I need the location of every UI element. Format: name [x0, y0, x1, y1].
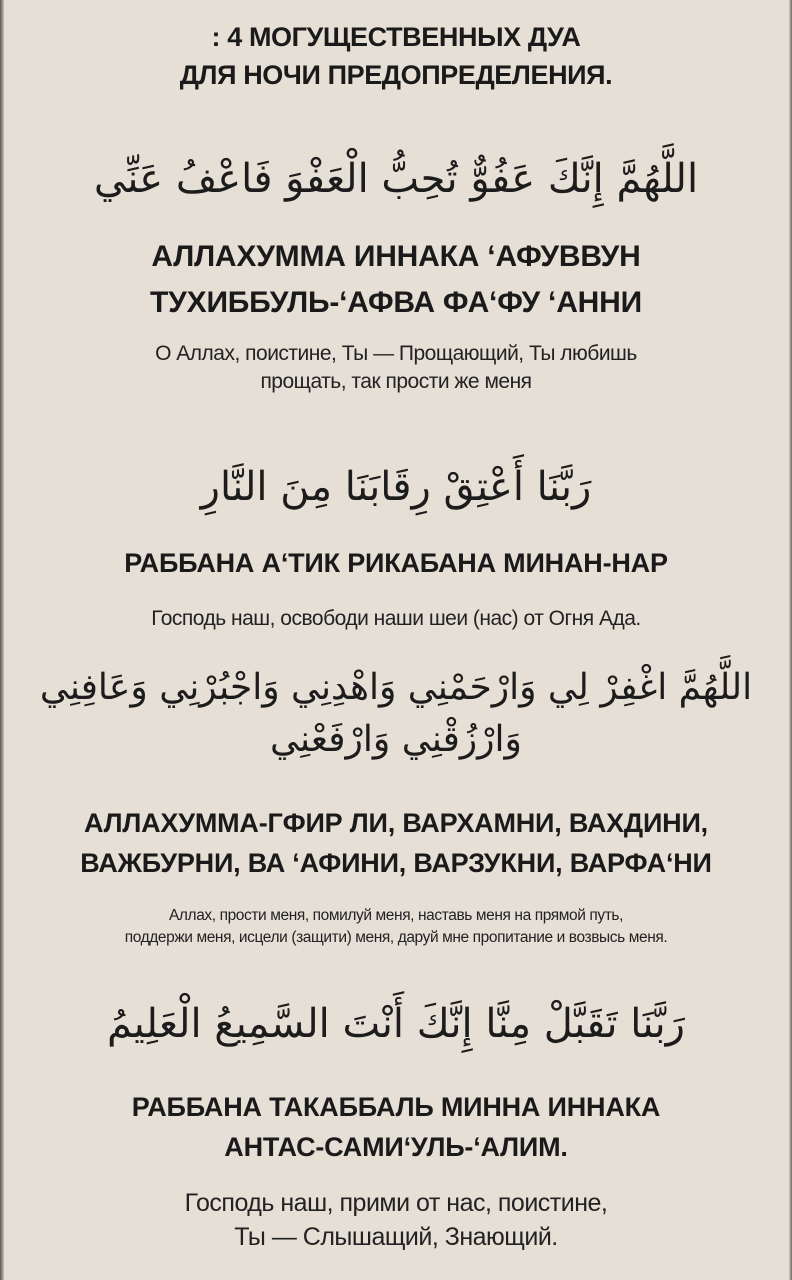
dua-1-translit-line-1: АЛЛАХУММА ИННАКА ‘АФУВВУН [151, 240, 641, 273]
dua-3-translit-line-2: ВАЖБУРНИ, ВА ‘АФИНИ, ВАРЗУКНИ, ВАРФА‘НИ [80, 848, 712, 878]
dua-2-translation-line-1: Господь наш, освободи наши шеи (нас) от Огня Ада. [151, 607, 641, 630]
dua-4-translit-line-2: АНТАС-САМИ‘УЛЬ-‘АЛИМ. [224, 1132, 568, 1162]
title-line-2: ДЛЯ НОЧИ ПРЕДОПРЕДЕЛЕНИЯ. [179, 60, 613, 90]
dua-2-translit-line-1: РАББАНА А‘ТИК РИКАБАНА МИНАН-НАР [124, 548, 668, 578]
dua-3-translation [0, 905, 792, 949]
dua-1-translation-line-1: О Аллах, поистине, Ты — Прощающий, Ты любишь [155, 342, 637, 365]
dua-4-arabic-line-1: رَبَّنَا تَقَبَّلْ مِنَّا إِنَّكَ أَنْتَ السَّمِيعُ الْعَلِيمُ [107, 1001, 685, 1047]
dua-4-translation [0, 1186, 792, 1254]
dua-1-arabic [0, 150, 792, 208]
dua-4-transliteration [0, 1087, 792, 1167]
dua-3-translation-line-1: Аллах, прости меня, помилуй меня, наставь меня на прямой путь, [168, 907, 624, 924]
dua-2-translation [0, 605, 792, 633]
dua-1-translation [0, 340, 792, 396]
dua-1-transliteration [0, 234, 792, 326]
dua-3-transliteration [0, 803, 792, 883]
dua-4-translation-line-1: Господь наш, прими от нас, поистине, [184, 1189, 608, 1217]
dua-3-arabic [0, 662, 792, 766]
dua-3-arabic-line-2: وَارْزُقْنِي وَارْفَعْنِي [270, 719, 522, 760]
dua-3-arabic-line-1: اللَّهُمَّ اغْفِرْ لِي وَارْحَمْنِي وَاهْدِنِي وَاجْبُرْنِي وَعَافِنِي [39, 667, 753, 708]
dua-2-transliteration [0, 543, 792, 583]
dua-4-translit-line-1: РАББАНА ТАКАББАЛЬ МИННА ИННАКА [131, 1092, 661, 1122]
dua-3-translit-line-1: АЛЛАХУММА-ГФИР ЛИ, ВАРХАМНИ, ВАХДИНИ, [84, 808, 708, 838]
dua-2-arabic-line-1: رَبَّنَا أَعْتِقْ رِقَابَنَا مِنَ النَّارِ [200, 464, 592, 510]
page-title [0, 18, 792, 94]
dua-1-translation-line-2: прощать, так прости же меня [260, 370, 532, 393]
dua-4-translation-line-2: Ты — Слышащий, Знающий. [234, 1223, 558, 1251]
title-line-1: : 4 МОГУЩЕСТВЕННЫХ ДУА [211, 22, 581, 52]
dua-4-arabic [0, 995, 792, 1053]
dua-1-translit-line-2: ТУХИББУЛЬ-‘АФВА ФА‘ФУ ‘АННИ [150, 286, 642, 319]
dua-3-translation-line-2: поддержи меня, исцели (защити) меня, даруй мне пропитание и возвысь меня. [124, 929, 668, 946]
dua-2-arabic [0, 458, 792, 516]
dua-1-arabic-line-1: اللَّهُمَّ إِنَّكَ عَفُوٌّ تُحِبُّ الْعَفْوَ فَاعْفُ عَنِّي [93, 156, 699, 202]
